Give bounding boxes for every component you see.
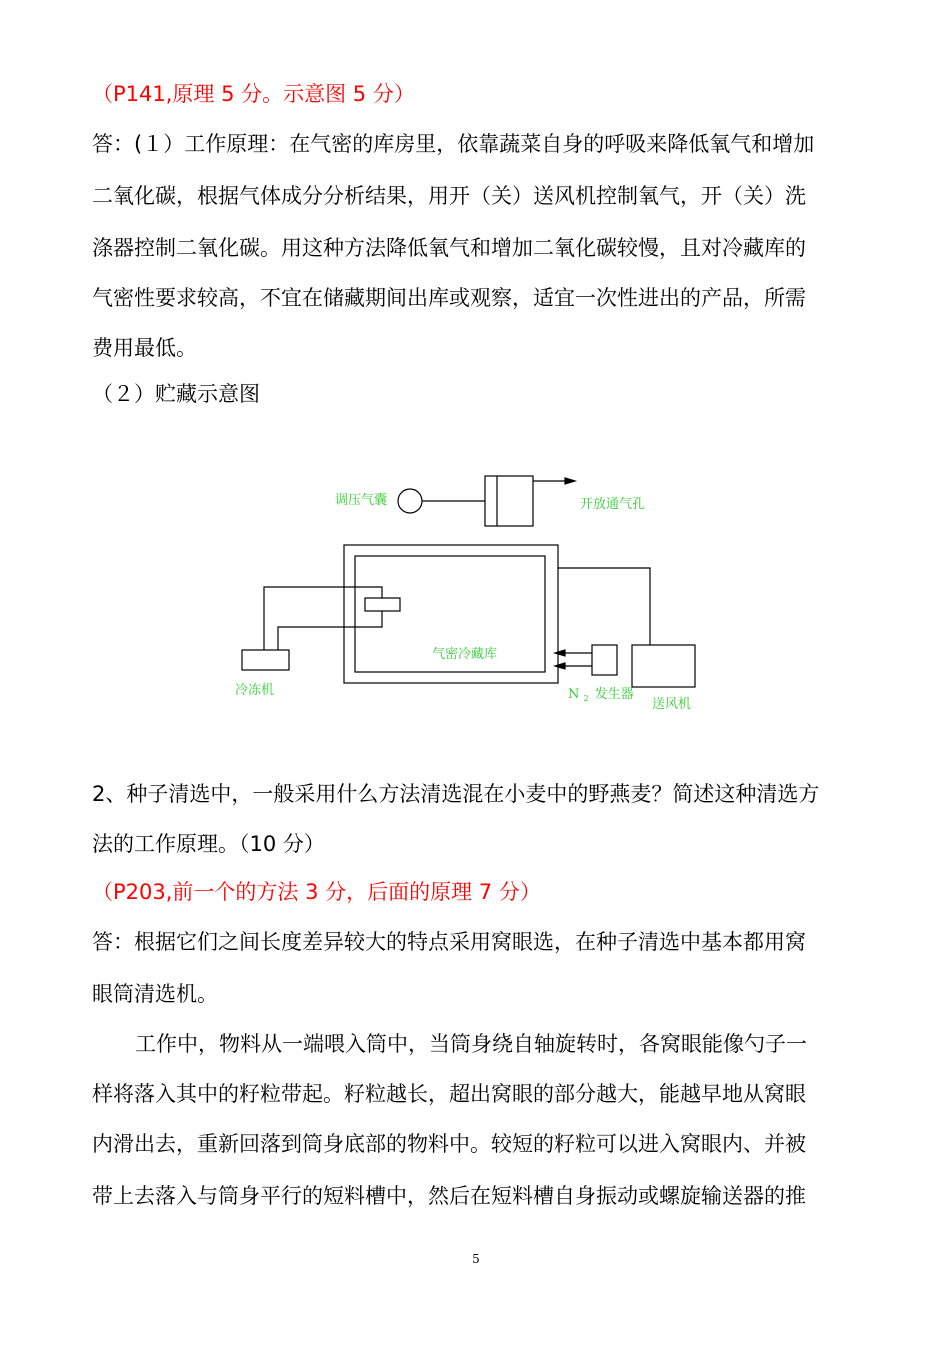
blower-box xyxy=(632,645,695,687)
diagram-heading: （２）贮藏示意图 xyxy=(92,382,260,406)
label-blower: 送风机 xyxy=(652,697,692,712)
chiller-pipe-out xyxy=(264,587,382,650)
question-line: 法的工作原理。（10 分） xyxy=(92,832,325,856)
page-number: 5 xyxy=(472,1252,480,1266)
label-storage: 气密冷藏库 xyxy=(432,647,498,662)
blower-pipe xyxy=(558,568,650,645)
storage-diagram xyxy=(220,470,720,730)
label-n2-generator xyxy=(568,686,634,705)
vent-arrow xyxy=(565,478,575,484)
n2-arrow-1 xyxy=(555,650,565,656)
label-n2-sub: 2 xyxy=(583,694,589,703)
label-vent: 开放通气孔 xyxy=(580,497,646,512)
paragraph-line: 带上去落入与筒身平行的短料槽中，然后在短料槽自身振动或螺旋输送器的推 xyxy=(92,1184,806,1208)
vent-box xyxy=(485,476,533,526)
paragraph-line: 样将落入其中的籽粒带起。籽粒越长，超出窝眼的部分越大，能越早地从窝眼 xyxy=(92,1082,806,1106)
pressure-bag-circle xyxy=(398,489,422,513)
chiller-pipe-in xyxy=(278,611,382,650)
n2-generator-box xyxy=(592,645,617,675)
chiller-box xyxy=(242,650,289,670)
label-pressure-bag: 调压气囊 xyxy=(335,493,388,508)
label-chiller: 冷冻机 xyxy=(235,683,275,698)
score-note-2: （P203,前一个的方法 3 分，后面的原理 7 分） xyxy=(92,880,541,904)
n2-arrow-2 xyxy=(555,663,565,669)
answer-line: 眼筒清选机。 xyxy=(92,982,218,1006)
paragraph-line: 内滑出去，重新回落到筒身底部的物料中。较短的籽粒可以进入窝眼内、并被 xyxy=(92,1132,806,1156)
label-n2-prefix: N xyxy=(568,687,580,702)
answer-line: 费用最低。 xyxy=(92,336,197,360)
label-n2-suffix: 发生器 xyxy=(594,687,634,702)
storage-outer-wall xyxy=(344,545,558,683)
question-line: 2、种子清选中，一般采用什么方法清选混在小麦中的野燕麦？简述这种清选方 xyxy=(92,782,820,806)
paragraph-line: 工作中，物料从一端喂入筒中，当筒身绕自轴旋转时，各窝眼能像勺子一 xyxy=(135,1032,807,1056)
answer-line: 涤器控制二氧化碳。用这种方法降低氧气和增加二氧化碳较慢，且对冷藏库的 xyxy=(92,236,806,260)
answer-line: 答：根据它们之间长度差异较大的特点采用窝眼选，在种子清选中基本都用窝 xyxy=(92,930,806,954)
answer-line: 二氧化碳，根据气体成分分析结果，用开（关）送风机控制氧气，开（关）洗 xyxy=(92,184,806,208)
answer-line: 答：(１）工作原理：在气密的库房里，依靠蔬菜自身的呼吸来降低氧气和增加 xyxy=(92,132,815,156)
score-note-1: （P141,原理 5 分。示意图 5 分） xyxy=(92,82,415,106)
evaporator-box xyxy=(365,598,400,611)
answer-line: 气密性要求较高，不宜在储藏期间出库或观察，适宜一次性进出的产品，所需 xyxy=(92,286,806,310)
